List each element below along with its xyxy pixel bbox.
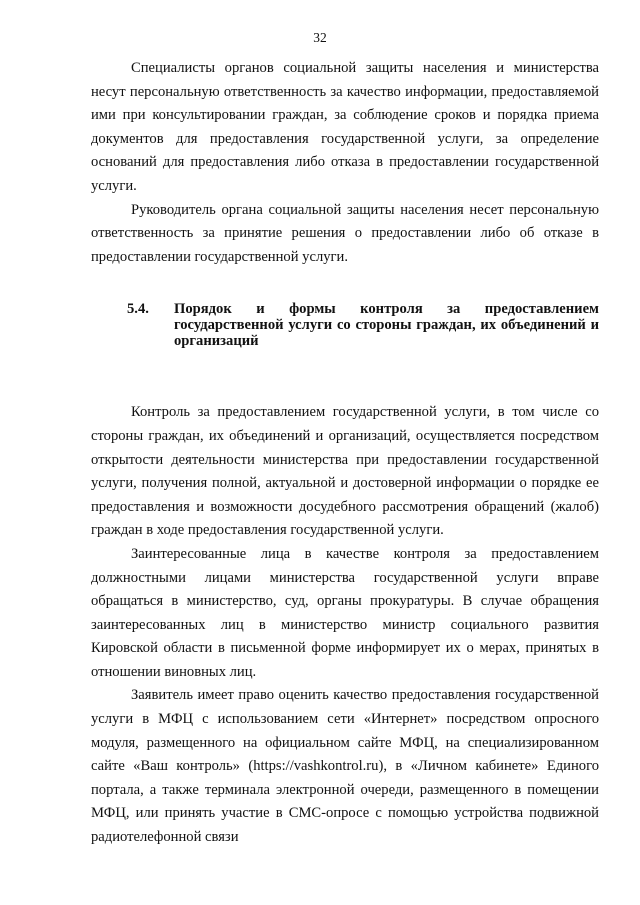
section-title: Порядок и формы контроля за предоставлением государственной услуги со стороны граждан, их объединений и организаций [174, 301, 599, 350]
paragraph-head-responsibility: Руководитель органа социальной защиты населения несет персональную ответственность за принятие решения о предоставлении либо об отказе в предоставлении государственной услуги. [91, 201, 599, 265]
page-number: 32 [313, 30, 327, 45]
paragraph-specialists-responsibility: Специалисты органов социальной защиты населения и министерства несут персональную ответственность за качество информации, предоставляемой ими при консультировании граждан, за соблюдение сроков и порядка приема документов для предоставления государственной услуги, за определение оснований для предоставления либо отказа в предоставлении государственной услуги. [91, 60, 599, 194]
paragraph-control: Контроль за предоставлением государственной услуги, в том числе со стороны граждан, их объединений и организаций, осуществляется посредством открытости деятельности министерства при предоставлении государственной услуги, получения полной, актуальной и достоверной информации о порядке ее предоставления и возможности досудебного рассмотрения обращений (жалоб) граждан в ходе предоставления государственной услуги. [91, 404, 599, 539]
section-heading [91, 301, 599, 349]
document-body [91, 57, 599, 850]
paragraph-interested-persons: Заинтересованные лица в качестве контроля за предоставлением должностными лицами министерства государственной услуги вправе обращаться в министерство, суд, органы прокуратуры. В случае обращения заинтересованных лиц в министерство министр социального развития Кировской области в письменной форме информирует их о мерах, принятых в отношении виновных лиц. [91, 545, 599, 680]
section-spacer [91, 349, 599, 401]
section-number: 5.4. [127, 301, 149, 318]
paragraph-applicant-rating: Заявитель имеет право оценить качество предоставления государственной услуги в МФЦ с использованием сети «Интернет» посредством опросного модуля, размещенного на официальном сайте МФЦ, на специализированном сайте «Ваш контроль» (https://vashkontrol.ru), в «Личном кабинете» Единого портала, а также терминала электронной очереди, размещенного в помещении МФЦ, или принять участие в СМС-опросе с помощью устройства подвижной радиотелефонной связи [91, 687, 599, 846]
